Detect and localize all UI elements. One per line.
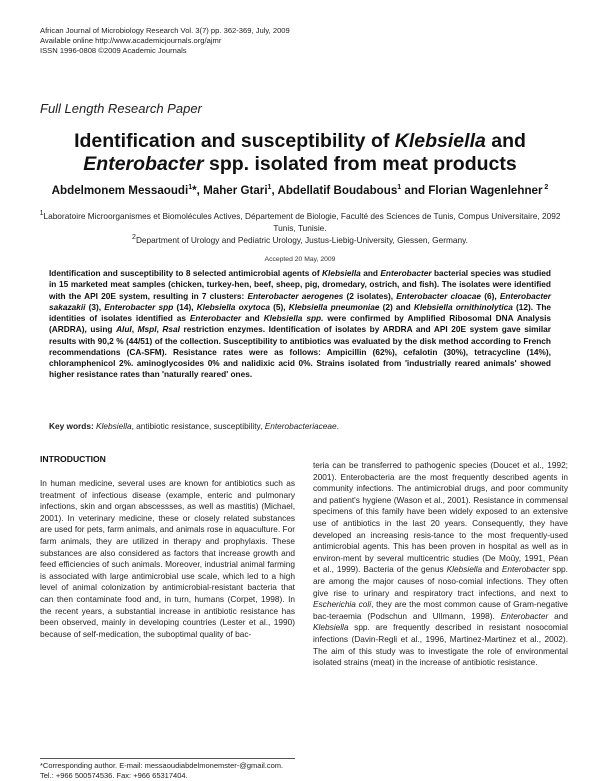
italic-term: Klebsiella oxytoca bbox=[196, 301, 270, 312]
italic-term: RsaI bbox=[162, 324, 180, 335]
title-genus: Enterobacter bbox=[83, 153, 204, 175]
intro-column-right bbox=[313, 460, 568, 669]
text-run: and bbox=[482, 564, 502, 575]
italic-term: AluI bbox=[116, 324, 132, 335]
text-run: bacterial species was studied in 15 marketed meat samples (chicken, turkey-hen, beef, sheep, pig, dromedary, ostrich, and fish). The isolates were identified with the API 20E system, resulting in 7 clusters: bbox=[49, 268, 551, 301]
affil-text: Department of Urology and Pediatric Urology, Justus-Liebig-University, Giessen, Germany. bbox=[135, 235, 468, 245]
keywords bbox=[49, 421, 551, 432]
author-affil-mark: 1 bbox=[267, 184, 272, 192]
italic-term: Klebsiella bbox=[446, 564, 483, 575]
title-text: spp. isolated from meat products bbox=[203, 153, 517, 175]
journal-header bbox=[40, 26, 290, 56]
affiliation-1 bbox=[30, 210, 570, 234]
italic-term: Klebsiella bbox=[96, 421, 132, 431]
text-run: (6), bbox=[481, 290, 500, 301]
text-run: (5), bbox=[269, 301, 289, 312]
affiliation-2 bbox=[30, 234, 570, 246]
italic-term: Klebsiella ornithinolytica bbox=[413, 301, 513, 312]
italic-term: Enterobacteriaceae bbox=[264, 421, 337, 431]
footnote-rule bbox=[40, 758, 295, 759]
italic-term: Escherichia coli bbox=[313, 599, 372, 610]
text-run: (2 isolates), bbox=[343, 290, 397, 301]
text-run: , antibiotic resistance, susceptibility, bbox=[131, 421, 265, 431]
text-run: (2) and bbox=[379, 301, 414, 312]
text-run: (14), bbox=[173, 301, 197, 312]
author-sep: , bbox=[271, 184, 278, 197]
intro-column-left bbox=[40, 478, 295, 640]
italic-term: Enterobacter aerogenes bbox=[247, 290, 344, 301]
author-sep: and bbox=[401, 184, 429, 197]
italic-term: Enterobacter cloacae bbox=[396, 290, 482, 301]
journal-url[interactable]: Available online http://www.academicjournals.org/ajmr bbox=[40, 36, 222, 45]
abstract bbox=[49, 268, 551, 381]
italic-term: Klebsiella bbox=[313, 622, 349, 633]
affil-text: Laboratoire Microorganismes et Biomolécules Actives, Département de Biologie, Faculté des Sciences de Tunis, Compus Universitaire, 2092 Tunis, Tunisie. bbox=[43, 211, 561, 233]
affil-mark: 2 bbox=[132, 234, 136, 242]
text-run: , bbox=[156, 324, 163, 335]
italic-term: Enterobacter bbox=[501, 564, 550, 575]
title-text: and bbox=[485, 130, 526, 152]
author-affil-mark: 1 bbox=[397, 184, 402, 192]
italic-term: Enterobacter sakazakii bbox=[49, 290, 552, 312]
corresponding-author-footnote: *Corresponding author. E-mail: messaoudiabdelmonemster-@gmail.com. Tel.: +966 500574536. Fax: +966 65317404. bbox=[40, 761, 284, 780]
author-name: Abdellatif Boudabous bbox=[277, 184, 398, 197]
author-list bbox=[0, 184, 600, 197]
affiliations bbox=[30, 210, 570, 246]
text-run: (12). The identities of isolates identified as bbox=[49, 301, 552, 323]
italic-term: Enterobacter spp bbox=[104, 301, 174, 312]
italic-term: Enterobacter bbox=[189, 313, 242, 323]
author-affil-mark: 1 bbox=[188, 184, 193, 192]
italic-term: Klebsiella spp. bbox=[263, 313, 324, 323]
text-run: spp. are among the major causes of noso-comial infections. They often give rise to urinary and respiratory tract infections, and next to bbox=[313, 564, 568, 598]
text-run: were confirmed by Amplified Ribosomal DNA Analysis (ARDRA), using bbox=[49, 313, 551, 335]
text-run: , bbox=[131, 324, 138, 335]
text-run: . bbox=[336, 421, 339, 431]
text-run: restriction enzymes. Identification of isolates by ARDRA and API 20E system gave similar results with 90,2 % (44/51) of the collection. Susceptibility to antibiotics was evaluated by the disk method according to French recommendations (CA-SFM). Resistance rates were as follows: Ampicillin (62%), cefalotin (30%), tetracycline (14%), chloramphenicol 2%. aminoglycosides 0% and nalidixic acid 0%. Strains isolated from 'industrially reared animals' showed higher resistance rates than 'naturally reared' ones. bbox=[49, 324, 551, 380]
author-affil-mark: 2 bbox=[542, 184, 549, 192]
author-sep: *, bbox=[192, 184, 204, 197]
text-run: and bbox=[360, 268, 381, 278]
paper-title bbox=[0, 130, 600, 176]
text-run: In human medicine, several uses are known for antibiotics such as treatment of infectious disease (example, enteric and pulmonary infections, skin and organ abscessses, as well as mastitis) (Michael, 2001). In veterinary medicine, these or closely related substances are used for pets, farm animals, and animals rose in aquaculture. For farm animals, they are utilized in therapy and prophylaxis. These substances are also considered as factors that increase growth and feed efficiencies of such animals. Moreover, industrial animal farming is associated with large antimicrobial use scale, which led to a high level of animal colonization by antimicrobial-resistant bacteria that can then contaminate food and, in turn, humans (Corpet, 1998). In the recent years, a substantial increase in antibiotic resistance has been observed, mainly in developing countries (Lester et al., 1990) because of self-medication, the suboptimal quality of bac- bbox=[40, 478, 295, 639]
text-run: (3), bbox=[85, 301, 105, 312]
author-name: Florian Wagenlehner bbox=[428, 184, 543, 197]
italic-term: Klebsiella bbox=[322, 268, 361, 278]
italic-term: MspI bbox=[137, 324, 157, 335]
section-heading-introduction: INTRODUCTION bbox=[40, 454, 106, 464]
text-run: spp. are frequently described in resistant nosocomial infections (Davin-Regli et al., 1996, Martinez-Martinez et al., 2002). The aim of this study was to investigate the role of environmental isolated strains (meat) in the increase of antibiotic resistance. bbox=[313, 622, 568, 668]
author-name: Abdelmonem Messaoudi bbox=[51, 184, 189, 197]
text-run: , they are the most common cause of Gram-negative bac-teraemia (Podschun and Ullmann, 1998). bbox=[313, 599, 568, 621]
journal-issn: ISSN 1996-0808 ©2009 Academic Journals bbox=[40, 46, 187, 55]
text-run: and bbox=[548, 610, 568, 621]
title-text: Identification and susceptibility of bbox=[74, 130, 395, 152]
title-genus: Klebsiella bbox=[394, 130, 486, 152]
bold-label: Key words: bbox=[49, 421, 94, 431]
paper-type: Full Length Research Paper bbox=[40, 101, 202, 116]
affil-mark: 1 bbox=[39, 210, 44, 218]
italic-term: Enterobacter bbox=[500, 610, 549, 621]
journal-citation: African Journal of Microbiology Research Vol. 3(7) pp. 362-369, July, 2009 bbox=[40, 26, 290, 35]
italic-term: Enterobacter bbox=[380, 268, 432, 278]
accepted-date: Accepted 20 May, 2009 bbox=[264, 256, 336, 263]
text-run: teria can be transferred to pathogenic species (Doucet et al., 1992; 2001). Enterobacteria are the most frequently described agents in community infections. The antimicrobial drugs, and poor community and patient's hygiene (Wason et al., 2001). Resistance in commensal specimens of this family have been widely exposed to an extensive use of antibiotics in the last 20 years. Consequently, they have developed an increasing resis-tance to the most frequently-used antimicrobial agents. This has been proven in hospital as well as in environ-ment by several multicentric studies (De Moûy, 1991, Péan et al., 1999). Bacteria of the genus bbox=[313, 460, 568, 575]
text-run: Identification and susceptibility to 8 selected antimicrobial agents of bbox=[49, 268, 323, 278]
italic-term: Klebsiella pneumoniae bbox=[288, 301, 380, 312]
text-run: and bbox=[241, 313, 264, 323]
author-name: Maher Gtari bbox=[203, 184, 268, 197]
